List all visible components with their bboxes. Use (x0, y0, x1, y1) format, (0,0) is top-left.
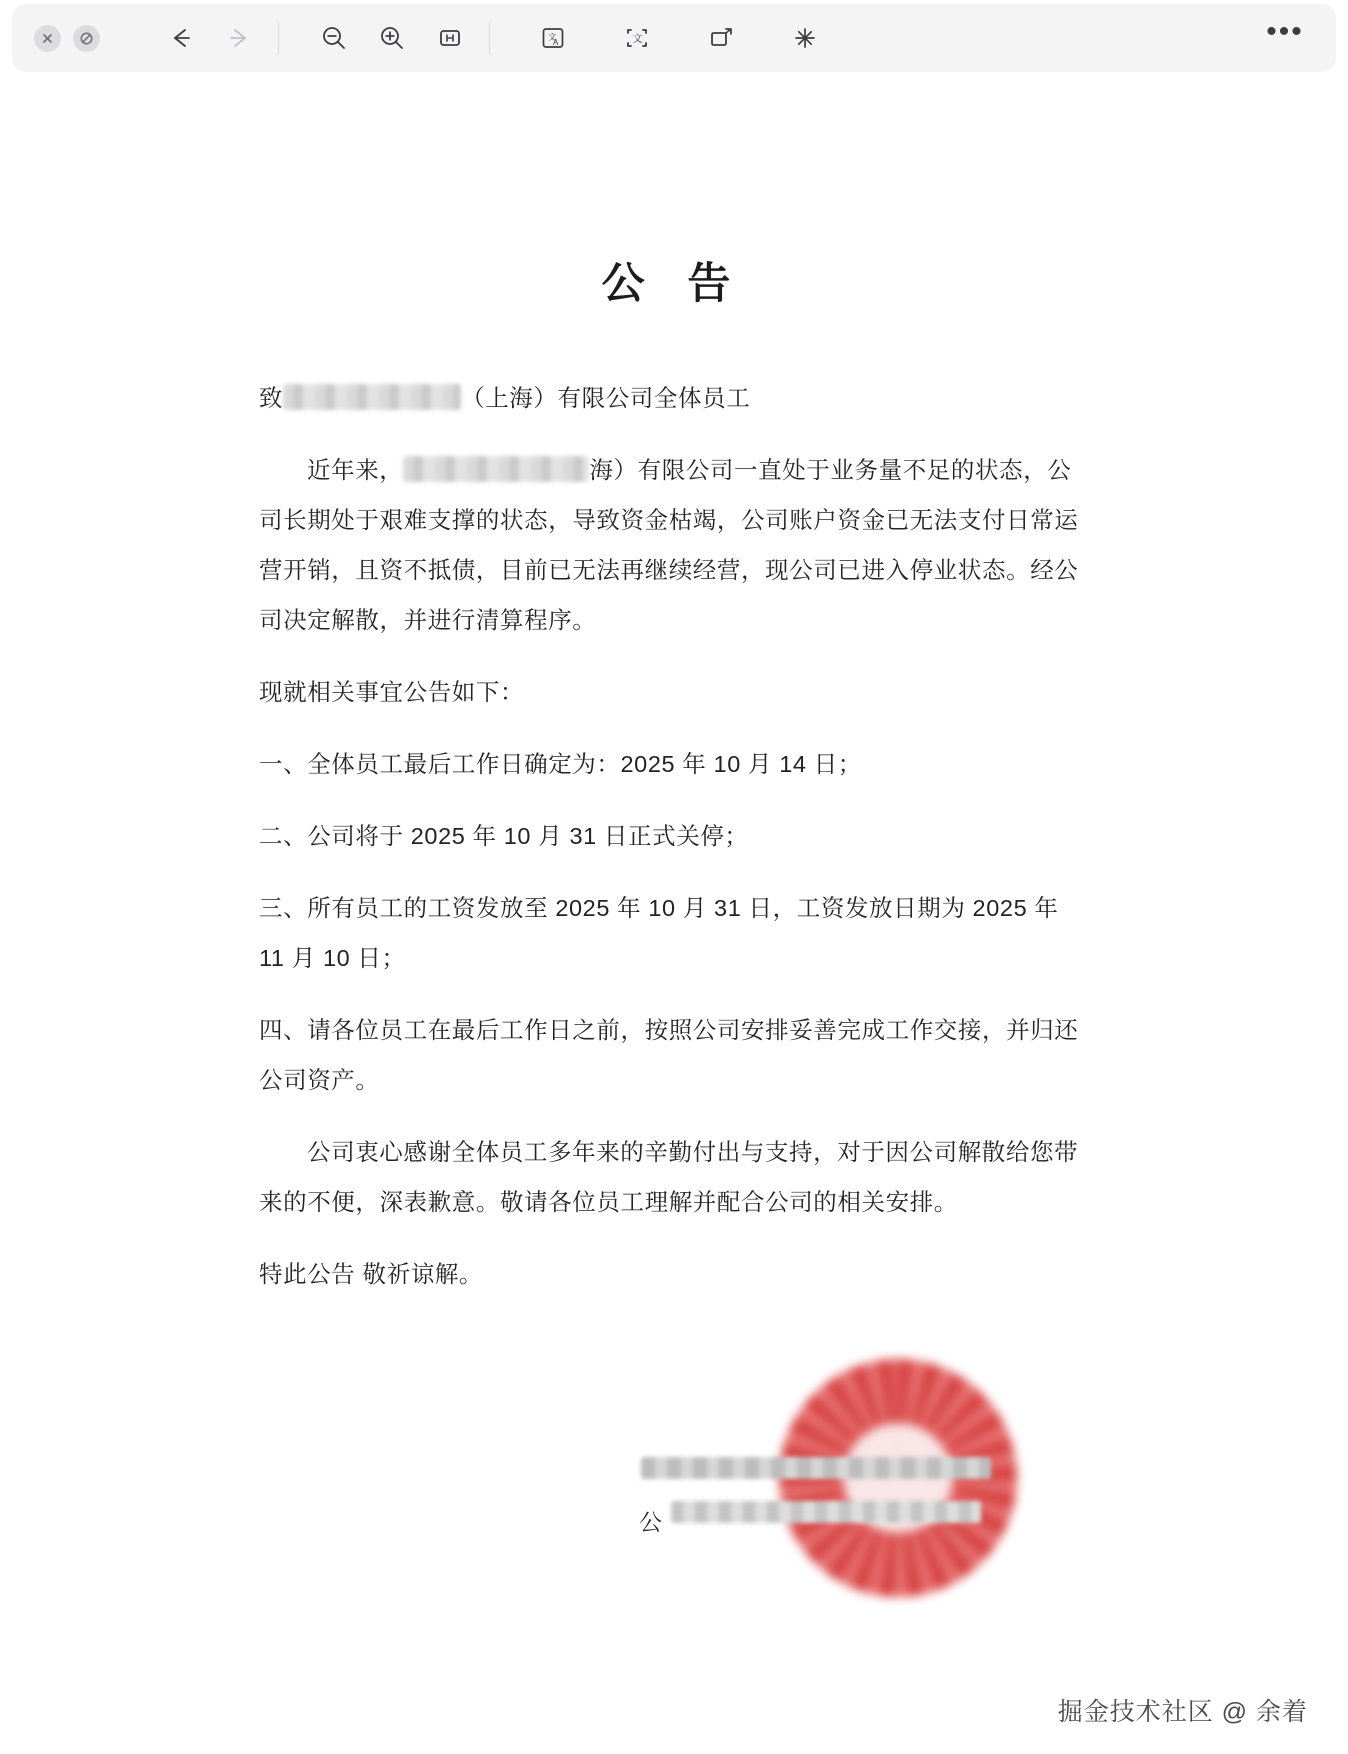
signature-label: 公 (639, 1509, 663, 1535)
navigation-group (152, 9, 268, 67)
paragraph-item-3: 三、所有员工的工资发放至 2025 年 10 月 31 日，工资发放日期为 2025 年 11 月 10 日； (259, 895, 1059, 971)
more-options-button[interactable]: ••• (1266, 15, 1304, 48)
redacted-signature-line (641, 1457, 991, 1479)
paragraph-item-4: 四、请各位员工在最后工作日之前，按照公司安排妥善完成工作交接，并归还公司资产。 (259, 1017, 1079, 1093)
intro-after: 海）有限公司一直处于业务量不足的状态，公司长期处于艰难支撑的状态，导致资金枯竭，公司账户资金已无法支付日常运营开销，且资不抵债，目前已无法再继续经营，现公司已进入停业状态。经公司决定解散，并进行清算程序。 (259, 457, 1079, 633)
document-page (12, 80, 1336, 1680)
addressee-line (259, 373, 1089, 423)
zoom-in-icon[interactable] (363, 9, 421, 67)
redacted-signature-line-2 (671, 1501, 981, 1523)
fit-page-icon[interactable] (421, 9, 479, 67)
extract-text-icon[interactable] (608, 9, 666, 67)
svg-text:文: 文 (548, 32, 557, 42)
zoom-group (305, 9, 479, 67)
translate-icon[interactable] (524, 9, 582, 67)
window-controls (34, 25, 100, 52)
zoom-out-icon[interactable] (305, 9, 363, 67)
paragraph-thanks: 公司衷心感谢全体员工多年来的辛勤付出与支持，对于因公司解散给您带来的不便，深表歉意。敬请各位员工理解并配合公司的相关安排。 (259, 1139, 1079, 1215)
toolbar-divider-1 (278, 21, 279, 55)
watermark: 掘金技术社区 @ 余着 (1057, 1698, 1308, 1726)
addressee-prefix: 致 (259, 385, 284, 411)
viewer-toolbar (12, 4, 1336, 72)
paragraph-item-2: 二、公司将于 2025 年 10 月 31 日正式关停； (259, 823, 749, 849)
paragraph-lead: 现就相关事宜公告如下： (259, 679, 525, 705)
tools-group (524, 9, 834, 67)
crop-icon[interactable] (692, 9, 750, 67)
arrow-right-icon[interactable] (210, 9, 268, 67)
arrow-left-icon[interactable] (152, 9, 210, 67)
redacted-company-name-2 (403, 456, 589, 482)
paragraph-closing: 特此公告 敬祈谅解。 (259, 1261, 484, 1287)
close-icon[interactable] (34, 25, 61, 52)
document-body (259, 311, 1089, 1659)
paragraph-intro (259, 445, 1089, 645)
signature-area (259, 1329, 1089, 1659)
enhance-icon[interactable] (776, 9, 834, 67)
page-title: 公 告 (601, 261, 747, 308)
intro-before: 近年来， (307, 457, 404, 483)
paragraph-item-1: 一、全体员工最后工作日确定为：2025 年 10 月 14 日； (259, 751, 862, 777)
addressee-suffix: （上海）有限公司全体员工 (461, 385, 751, 411)
svg-text:A: A (553, 38, 559, 47)
svg-text:文: 文 (632, 34, 643, 45)
block-icon[interactable] (73, 25, 100, 52)
toolbar-divider-2 (489, 21, 490, 55)
redacted-company-name (283, 384, 461, 410)
